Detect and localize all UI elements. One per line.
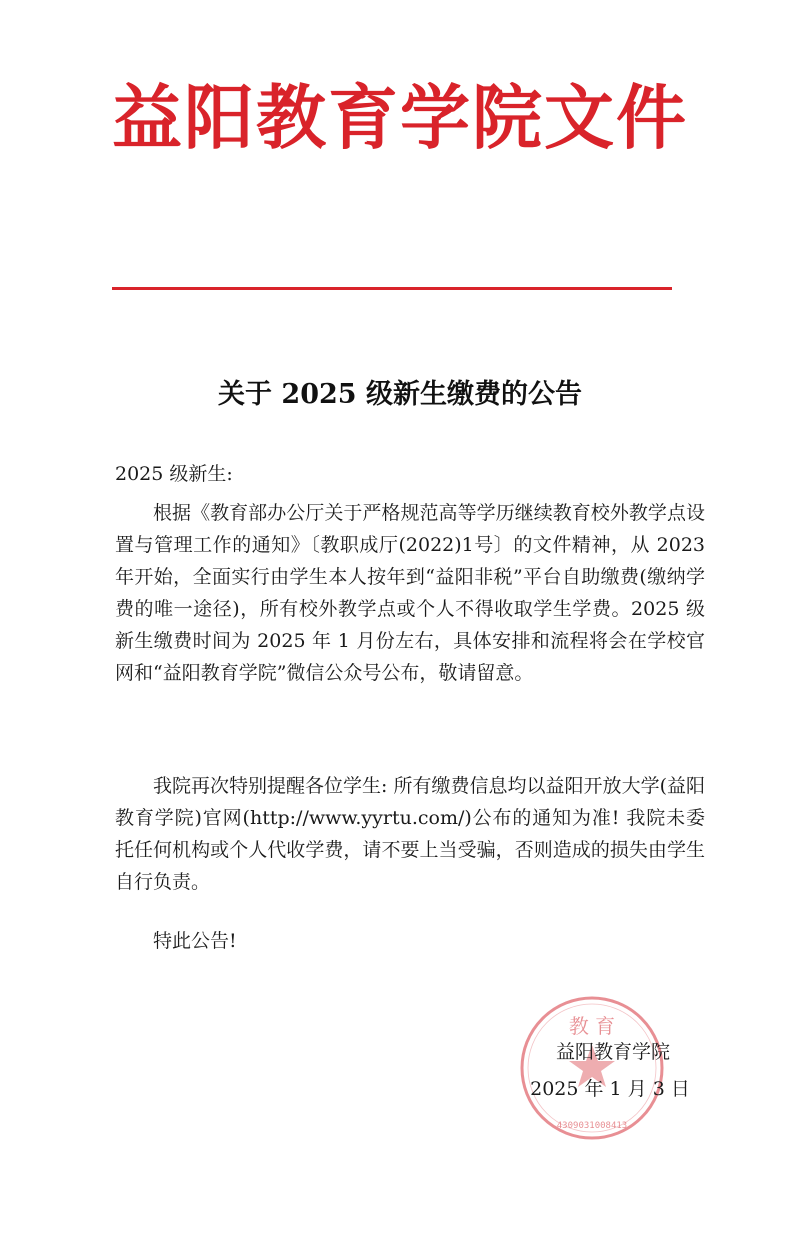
official-seal-stamp bbox=[517, 993, 667, 1143]
paragraph-reminder bbox=[115, 770, 705, 898]
paragraph-policy-text: 根据《教育部办公厅关于严格规范高等学历继续教育校外教学点设置与管理工作的通知》〔教职成厅(2022)1号〕的文件精神，从 2023 年开始，全面实行由学生本人按年到“益阳非税”平台自助缴费(缴纳学费的唯一途径)，所有校外教学点或个人不得收取学生学费。2025 级新生缴费时间为 2025 年 1 月份左右，具体安排和流程将会在学校官网和“益阳教育学院”微信公众号公布，敬请留意。 bbox=[115, 502, 705, 684]
seal-top-text: 教 育 bbox=[568, 1014, 616, 1038]
notice-title: 关于 2025 级新生缴费的公告 bbox=[218, 379, 582, 410]
closing-remark-text: 特此公告! bbox=[153, 930, 237, 952]
signature-date: 2025 年 1 月 3 日 bbox=[530, 1078, 690, 1100]
seal-code-text: 4309031008413 bbox=[556, 1121, 628, 1131]
signature-organization: 益阳教育学院 bbox=[555, 1041, 670, 1063]
salutation: 2025 级新生: bbox=[115, 463, 233, 485]
paragraph-policy bbox=[115, 497, 705, 689]
header-red-rule bbox=[112, 287, 672, 290]
closing-remark bbox=[115, 925, 705, 957]
paragraph-reminder-text: 我院再次特别提醒各位学生: 所有缴费信息均以益阳开放大学(益阳教育学院)官网(http://www.yyrtu.com/)公布的通知为准! 我院未委托任何机构或个人代收学费，请不要上当受骗，否则造成的损失由学生自行负责。 bbox=[115, 775, 705, 893]
document-header-title: 益阳教育学院文件 bbox=[112, 76, 688, 159]
